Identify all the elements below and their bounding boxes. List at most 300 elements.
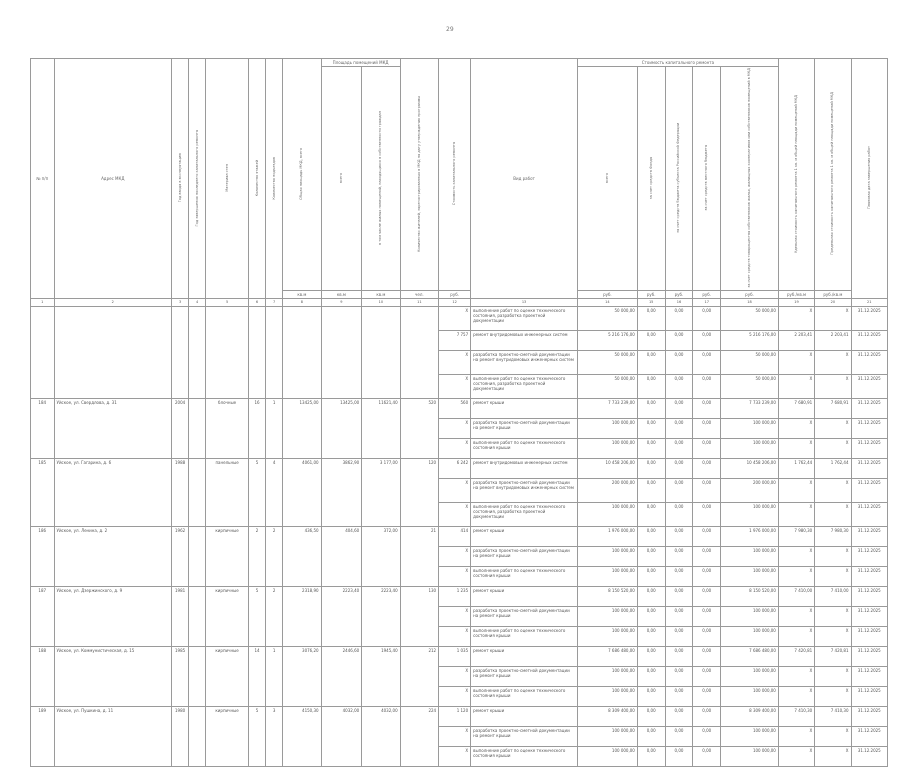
- entrances: 1: [266, 646, 283, 706]
- cost-cell: Х: [439, 726, 471, 746]
- cost-owners: 100 000,00: [721, 438, 779, 458]
- cost-fund: 0,00: [637, 458, 665, 478]
- cost-total: 8 309 400,00: [577, 706, 637, 726]
- planned-date: 31.12.2025: [851, 646, 887, 666]
- work-type: выполнение работ по оценке технического состояния крыши: [471, 626, 578, 646]
- col-total-area: Общая площадь МКД, всего: [283, 59, 321, 291]
- building-address: Уйское, ул. Гагарина, д. 6: [54, 458, 172, 526]
- cost-total: 10 458 206,00: [577, 458, 637, 478]
- column-number-cell: 5: [206, 298, 249, 306]
- cost-cell: 560: [439, 398, 471, 418]
- work-type: выполнение работ по оценке технического состояния крыши: [471, 746, 578, 766]
- unit-people: чел.: [400, 290, 438, 298]
- limit-cost: 2 203,41: [815, 330, 851, 350]
- cost-total: 7 686 480,00: [577, 646, 637, 666]
- cost-local: 0,00: [693, 746, 721, 766]
- premises-area: 13425,00: [321, 398, 362, 458]
- cost-fund: 0,00: [637, 398, 665, 418]
- col-year-last-repair: Год завершения последнего капитального ремонта: [189, 59, 206, 299]
- cost-owners: 8 309 400,00: [721, 706, 779, 726]
- cost-cell: Х: [439, 350, 471, 374]
- col-cost-total: всего: [577, 67, 637, 291]
- work-type: ремонт крыши: [471, 398, 578, 418]
- unit-cost: Х: [778, 686, 814, 706]
- cost-local: 0,00: [693, 566, 721, 586]
- col-year-built: Год ввода в эксплуатацию: [172, 59, 189, 299]
- cost-cell: Х: [439, 666, 471, 686]
- cost-owners: 100 000,00: [721, 606, 779, 626]
- unit-cost: Х: [778, 350, 814, 374]
- limit-cost: Х: [815, 478, 851, 502]
- cost-owners: 5 216 176,00: [721, 330, 779, 350]
- group-premises-area: Площадь помещений МКД: [321, 59, 400, 67]
- cost-owners: 200 000,00: [721, 478, 779, 502]
- cost-owners: 1 976 000,00: [721, 526, 779, 546]
- cost-local: 0,00: [693, 374, 721, 398]
- work-type: выполнение работ по оценке технического состояния, разработка проектной документации: [471, 502, 578, 526]
- cost-owners: 100 000,00: [721, 502, 779, 526]
- cost-fund: 0,00: [637, 306, 665, 330]
- cost-local: 0,00: [693, 350, 721, 374]
- cost-total: 50 000,00: [577, 374, 637, 398]
- residential-area: 372,00: [362, 526, 400, 586]
- table-row: [31, 398, 888, 418]
- work-type: ремонт внутридомовых инженерных систем: [471, 330, 578, 350]
- work-type: разработка проектно-сметной документации на ремонт внутридомовых инженерных систем: [471, 478, 578, 502]
- residents: 21: [400, 526, 438, 586]
- unit-rub: руб.: [721, 290, 779, 298]
- premises-area: 2446,60: [321, 646, 362, 706]
- limit-cost: Х: [815, 306, 851, 330]
- cost-regional: 0,00: [665, 586, 693, 606]
- cost-regional: 0,00: [665, 566, 693, 586]
- unit-rub: руб.: [577, 290, 637, 298]
- cost-local: 0,00: [693, 478, 721, 502]
- cost-regional: 0,00: [665, 706, 693, 726]
- planned-date: 31.12.2025: [851, 502, 887, 526]
- cost-local: 0,00: [693, 666, 721, 686]
- planned-date: 31.12.2025: [851, 626, 887, 646]
- column-number-cell: 11: [400, 298, 438, 306]
- total-area: 4150,30: [283, 706, 321, 766]
- premises-area: 2223,40: [321, 586, 362, 646]
- unit-cost: Х: [778, 478, 814, 502]
- planned-date: 31.12.2025: [851, 350, 887, 374]
- building-cell: [321, 306, 362, 398]
- building-address: Уйское, ул. Свердлова, д. 31: [54, 398, 172, 458]
- capital-repair-table: [30, 58, 888, 767]
- year-last-repair: [189, 586, 206, 646]
- premises-area: 404,60: [321, 526, 362, 586]
- year-last-repair: [189, 526, 206, 586]
- cost-owners: 8 150 520,00: [721, 586, 779, 606]
- cost-owners: 50 000,00: [721, 306, 779, 330]
- building-cell: [206, 306, 249, 398]
- residential-area: 1945,40: [362, 646, 400, 706]
- cost-owners: 100 000,00: [721, 666, 779, 686]
- building-address: Уйское, ул. Ленина, д. 2: [54, 526, 172, 586]
- planned-date: 31.12.2025: [851, 438, 887, 458]
- limit-cost: Х: [815, 418, 851, 438]
- unit-area: кв.м: [321, 290, 362, 298]
- column-number-cell: 18: [721, 298, 779, 306]
- year-last-repair: [189, 398, 206, 458]
- planned-date: 31.12.2025: [851, 746, 887, 766]
- cost-local: 0,00: [693, 438, 721, 458]
- limit-cost: Х: [815, 438, 851, 458]
- limit-cost: Х: [815, 350, 851, 374]
- cost-cell: 7 757: [439, 330, 471, 350]
- building-address: Уйское, ул. Дзержинского, д. 9: [54, 586, 172, 646]
- cost-cell: 1 120: [439, 706, 471, 726]
- planned-date: 31.12.2025: [851, 458, 887, 478]
- cost-regional: 0,00: [665, 646, 693, 666]
- unit-rub: руб.: [439, 290, 471, 298]
- col-wall-material: Материал стен: [206, 59, 249, 299]
- column-number-cell: 1: [31, 298, 55, 306]
- column-number-cell: 9: [321, 298, 362, 306]
- cost-fund: 0,00: [637, 330, 665, 350]
- cost-cell: Х: [439, 566, 471, 586]
- planned-date: 31.12.2025: [851, 706, 887, 726]
- work-type: разработка проектно-сметной документации на ремонт крыши: [471, 606, 578, 626]
- planned-date: 31.12.2025: [851, 526, 887, 546]
- residents: 120: [400, 458, 438, 526]
- cost-local: 0,00: [693, 606, 721, 626]
- cost-cell: Х: [439, 546, 471, 566]
- col-cost-regional: за счет средств бюджета субъекта Российской Федерации: [665, 67, 693, 291]
- column-number-cell: 2: [54, 298, 172, 306]
- limit-cost: 7 420,81: [815, 646, 851, 666]
- cost-owners: 7 686 480,00: [721, 646, 779, 666]
- cost-cell: Х: [439, 746, 471, 766]
- year-built: 1985: [172, 646, 189, 706]
- cost-total: 100 000,00: [577, 746, 637, 766]
- residents: 224: [400, 706, 438, 766]
- page-number: 29: [446, 26, 454, 33]
- floors: 5: [248, 458, 265, 526]
- cost-local: 0,00: [693, 626, 721, 646]
- planned-date: 31.12.2025: [851, 586, 887, 606]
- cost-total: 5 216 176,00: [577, 330, 637, 350]
- cost-owners: 100 000,00: [721, 746, 779, 766]
- year-built: 1981: [172, 586, 189, 646]
- cost-regional: 0,00: [665, 306, 693, 330]
- work-type: ремонт крыши: [471, 526, 578, 546]
- table-row: [31, 306, 888, 330]
- cost-local: 0,00: [693, 706, 721, 726]
- unit-cost: 2 203,41: [778, 330, 814, 350]
- unit-cost: Х: [778, 666, 814, 686]
- unit-cost: Х: [778, 606, 814, 626]
- cost-total: 8 150 520,00: [577, 586, 637, 606]
- cost-total: 100 000,00: [577, 606, 637, 626]
- residential-area: 3 177,00: [362, 458, 400, 526]
- cost-regional: 0,00: [665, 418, 693, 438]
- unit-area: кв.м: [362, 290, 400, 298]
- cost-cell: 1 235: [439, 586, 471, 606]
- building-number: 187: [31, 586, 55, 646]
- cost-total: 100 000,00: [577, 502, 637, 526]
- cost-regional: 0,00: [665, 606, 693, 626]
- col-cost-fund: за счет средств Фонда: [637, 67, 665, 291]
- planned-date: 31.12.2025: [851, 726, 887, 746]
- group-repair-cost: Стоимость капитального ремонта: [577, 59, 778, 67]
- planned-date: 31.12.2025: [851, 418, 887, 438]
- cost-owners: 100 000,00: [721, 566, 779, 586]
- cost-fund: 0,00: [637, 478, 665, 502]
- unit-rub: руб.: [665, 290, 693, 298]
- residential-area: 2223,40: [362, 586, 400, 646]
- cost-cell: 6 242: [439, 458, 471, 478]
- table-row: [31, 458, 888, 478]
- cost-total: 100 000,00: [577, 726, 637, 746]
- cost-owners: 100 000,00: [721, 726, 779, 746]
- building-address: Уйское, ул. Пушкина, д. 11: [54, 706, 172, 766]
- cost-fund: 0,00: [637, 502, 665, 526]
- cost-fund: 0,00: [637, 374, 665, 398]
- planned-date: 31.12.2025: [851, 666, 887, 686]
- building-cell: [172, 306, 189, 398]
- unit-rub-per-m2: руб./кв.м: [778, 290, 814, 298]
- unit-cost: Х: [778, 746, 814, 766]
- building-number: 185: [31, 458, 55, 526]
- cost-cell: 414: [439, 526, 471, 546]
- cost-regional: 0,00: [665, 546, 693, 566]
- cost-total: 200 000,00: [577, 478, 637, 502]
- unit-cost: 7 420,81: [778, 646, 814, 666]
- work-type: ремонт крыши: [471, 706, 578, 726]
- cost-owners: 100 000,00: [721, 546, 779, 566]
- cost-local: 0,00: [693, 586, 721, 606]
- limit-cost: Х: [815, 546, 851, 566]
- limit-cost: 1 762,44: [815, 458, 851, 478]
- cost-owners: 50 000,00: [721, 374, 779, 398]
- limit-cost: Х: [815, 686, 851, 706]
- unit-cost: Х: [778, 546, 814, 566]
- limit-cost: Х: [815, 606, 851, 626]
- work-type: выполнение работ по оценке технического состояния крыши: [471, 438, 578, 458]
- work-type: ремонт крыши: [471, 586, 578, 606]
- column-number-cell: 4: [189, 298, 206, 306]
- cost-cell: Х: [439, 606, 471, 626]
- planned-date: 31.12.2025: [851, 398, 887, 418]
- limit-cost: 7 410,30: [815, 706, 851, 726]
- cost-fund: 0,00: [637, 566, 665, 586]
- residents: 212: [400, 646, 438, 706]
- work-type: выполнение работ по оценке технического состояния крыши: [471, 686, 578, 706]
- col-work-type: Вид работ: [471, 59, 578, 299]
- total-area: 436,50: [283, 526, 321, 586]
- cost-regional: 0,00: [665, 438, 693, 458]
- building-cell: [283, 306, 321, 398]
- unit-cost: Х: [778, 418, 814, 438]
- building-cell: [189, 306, 206, 398]
- building-cell: [266, 306, 283, 398]
- building-number: 188: [31, 646, 55, 706]
- col-area-all: всего: [321, 67, 362, 291]
- cost-cell: Х: [439, 374, 471, 398]
- work-type: ремонт внутридомовых инженерных систем: [471, 458, 578, 478]
- col-entrances: Количество подъездов: [266, 59, 283, 299]
- cost-owners: 100 000,00: [721, 418, 779, 438]
- table-header: [31, 59, 888, 307]
- work-type: выполнение работ по оценке технического состояния крыши: [471, 566, 578, 586]
- building-number: 189: [31, 706, 55, 766]
- cost-total: 7 733 239,00: [577, 398, 637, 418]
- cost-cell: Х: [439, 626, 471, 646]
- col-area-residential: в том числе жилых помещений, находящихся в собственности граждан: [362, 67, 400, 291]
- limit-cost: 7 980,30: [815, 526, 851, 546]
- col-residents: Количество жителей, зарегистрированных в МКД на дату утверждения программы: [400, 59, 438, 291]
- entrances: 4: [266, 458, 283, 526]
- wall-material: кирпичные: [206, 526, 249, 586]
- cost-total: 100 000,00: [577, 438, 637, 458]
- col-number: № п/п: [31, 59, 55, 299]
- column-number-cell: 20: [815, 298, 851, 306]
- building-cell: [31, 306, 55, 398]
- work-type: разработка проектно-сметной документации на ремонт внутридомовых инженерных систем: [471, 350, 578, 374]
- cost-fund: 0,00: [637, 438, 665, 458]
- table-row: [31, 706, 888, 726]
- premises-area: 4032,00: [321, 706, 362, 766]
- unit-area: кв.м: [283, 290, 321, 298]
- limit-cost: Х: [815, 666, 851, 686]
- unit-cost: Х: [778, 438, 814, 458]
- building-number: 186: [31, 526, 55, 586]
- column-number-cell: 19: [778, 298, 814, 306]
- limit-cost: Х: [815, 626, 851, 646]
- entrances: 2: [266, 586, 283, 646]
- year-last-repair: [189, 646, 206, 706]
- planned-date: 31.12.2025: [851, 606, 887, 626]
- cost-fund: 0,00: [637, 726, 665, 746]
- cost-cell: Х: [439, 686, 471, 706]
- total-area: 4061,00: [283, 458, 321, 526]
- cost-local: 0,00: [693, 306, 721, 330]
- cost-regional: 0,00: [665, 526, 693, 546]
- residents: 130: [400, 586, 438, 646]
- cost-total: 50 000,00: [577, 306, 637, 330]
- cost-regional: 0,00: [665, 746, 693, 766]
- col-planned-date: Плановая дата завершения работ: [851, 59, 887, 299]
- cost-total: 100 000,00: [577, 418, 637, 438]
- cost-regional: 0,00: [665, 458, 693, 478]
- cost-local: 0,00: [693, 646, 721, 666]
- cost-total: 100 000,00: [577, 546, 637, 566]
- unit-cost: 7 410,30: [778, 706, 814, 726]
- column-number-cell: 10: [362, 298, 400, 306]
- table-row: [31, 526, 888, 546]
- floors: 16: [248, 398, 265, 458]
- col-unit-cost: Удельная стоимость капитального ремонта 1 кв. м общей площади помещений МКД: [778, 59, 814, 291]
- year-last-repair: [189, 706, 206, 766]
- cost-local: 0,00: [693, 686, 721, 706]
- cost-local: 0,00: [693, 458, 721, 478]
- cost-total: 50 000,00: [577, 350, 637, 374]
- column-number-cell: 16: [665, 298, 693, 306]
- unit-cost: Х: [778, 502, 814, 526]
- unit-cost: Х: [778, 374, 814, 398]
- limit-cost: Х: [815, 566, 851, 586]
- column-number-cell: 13: [471, 298, 578, 306]
- premises-area: 3862,90: [321, 458, 362, 526]
- cost-total: 100 000,00: [577, 666, 637, 686]
- cost-cell: Х: [439, 306, 471, 330]
- cost-regional: 0,00: [665, 398, 693, 418]
- cost-total: 1 976 000,00: [577, 526, 637, 546]
- column-number-cell: 15: [637, 298, 665, 306]
- total-area: 2318,90: [283, 586, 321, 646]
- wall-material: кирпичные: [206, 586, 249, 646]
- work-type: выполнение работ по оценке технического состояния, разработка проектной документации: [471, 306, 578, 330]
- col-cost-owners: за счет средств товарищества собственников жилья, жилищных кооперативов или собственников помещений в МКД: [721, 67, 779, 291]
- cost-fund: 0,00: [637, 418, 665, 438]
- table-row: [31, 646, 888, 666]
- cost-regional: 0,00: [665, 666, 693, 686]
- planned-date: 31.12.2025: [851, 546, 887, 566]
- column-number-cell: 21: [851, 298, 887, 306]
- cost-fund: 0,00: [637, 350, 665, 374]
- wall-material: панельные: [206, 458, 249, 526]
- wall-material: кирпичные: [206, 706, 249, 766]
- cost-owners: 7 733 239,00: [721, 398, 779, 418]
- planned-date: 31.12.2025: [851, 330, 887, 350]
- unit-cost: 7 680,91: [778, 398, 814, 418]
- unit-rub: руб.: [637, 290, 665, 298]
- planned-date: 31.12.2025: [851, 374, 887, 398]
- unit-cost: 1 762,44: [778, 458, 814, 478]
- cost-owners: 100 000,00: [721, 626, 779, 646]
- residential-area: 11621,40: [362, 398, 400, 458]
- building-number: 184: [31, 398, 55, 458]
- column-number-cell: 17: [693, 298, 721, 306]
- entrances: 3: [266, 706, 283, 766]
- cost-regional: 0,00: [665, 350, 693, 374]
- building-cell: [362, 306, 400, 398]
- cost-regional: 0,00: [665, 374, 693, 398]
- cost-local: 0,00: [693, 546, 721, 566]
- building-cell: [54, 306, 172, 398]
- building-cell: [248, 306, 265, 398]
- col-floors: Количество этажей: [248, 59, 265, 299]
- year-built: 1988: [172, 458, 189, 526]
- year-last-repair: [189, 458, 206, 526]
- limit-cost: Х: [815, 726, 851, 746]
- cost-fund: 0,00: [637, 706, 665, 726]
- limit-cost: Х: [815, 502, 851, 526]
- unit-cost: Х: [778, 306, 814, 330]
- wall-material: кирпичные: [206, 646, 249, 706]
- planned-date: 31.12.2025: [851, 566, 887, 586]
- cost-cell: Х: [439, 502, 471, 526]
- unit-cost: 7 980,30: [778, 526, 814, 546]
- unit-cost: Х: [778, 726, 814, 746]
- col-repair-cost: Стоимость капитального ремонта: [439, 59, 471, 291]
- cost-regional: 0,00: [665, 330, 693, 350]
- cost-total: 100 000,00: [577, 686, 637, 706]
- unit-rub-per-m2: руб./кв.м: [815, 290, 851, 298]
- column-number-cell: 12: [439, 298, 471, 306]
- col-address: Адрес МКД: [54, 59, 172, 299]
- limit-cost: Х: [815, 374, 851, 398]
- entrances: 1: [266, 398, 283, 458]
- year-built: 2004: [172, 398, 189, 458]
- building-address: Уйское, ул. Коммунистическая, д. 15: [54, 646, 172, 706]
- work-type: разработка проектно-сметной документации на ремонт крыши: [471, 546, 578, 566]
- entrances: 2: [266, 526, 283, 586]
- year-built: 1962: [172, 526, 189, 586]
